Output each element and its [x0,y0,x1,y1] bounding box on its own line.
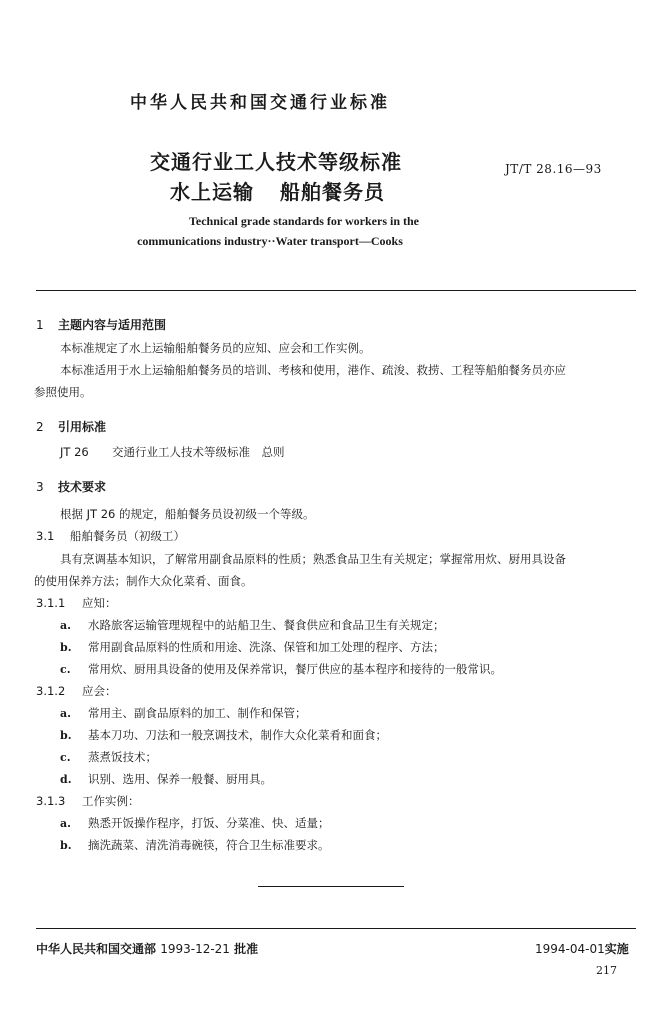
list-item [60,727,387,743]
subsection-3-1-3-number: 3.1.3 [36,794,66,808]
section-3-heading [36,478,106,495]
subsection-3-1-title: 船舶餐务员（初级工） [70,529,185,543]
list-item [60,705,307,721]
list-item-marker: a. [60,817,71,830]
section-1-paragraph-2b: 参照使用。 [34,385,92,399]
standard-subtitle [170,176,385,205]
standard-title: 交通行业工人技术等级标准 [150,150,402,174]
standard-number: JT/T 28.16—93 [505,162,602,176]
subsection-3-1-2-heading [36,683,117,699]
subsection-3-1-2-title: 应会： [82,684,117,698]
end-of-text-rule [258,886,404,887]
section-2-number: 2 [36,420,44,434]
list-item-text: 识别、选用、保养一般餐、厨用具。 [88,772,272,786]
subtitle-part1: 水上运输 [170,180,254,204]
page-number: 217 [596,964,617,977]
reference-standard [60,444,285,460]
subsection-3-1-heading [36,528,185,544]
reference-text: 交通行业工人技术等级标准 总则 [112,445,285,459]
subsection-3-1-paragraph-1: 具有烹调基本知识，了解常用副食品原料的性质；熟悉食品卫生有关规定；掌握常用炊、厨用具设备 [60,552,566,566]
approval-info [36,940,258,957]
english-title-line1: Technical grade standards for workers in the [188,214,419,228]
section-3-number: 3 [36,480,44,494]
top-divider [36,290,636,291]
list-item [60,771,272,787]
list-item [60,837,330,853]
implementation-label: 实施 [604,942,629,956]
list-item-text: 水路旅客运输管理规程中的站船卫生、餐食供应和食品卫生有关规定； [88,618,445,632]
list-item [60,815,330,831]
approval-date: 1993-12-21 [160,942,230,956]
list-item-marker: b. [60,839,72,852]
approval-organization: 中华人民共和国交通部 [36,942,157,956]
list-item [60,661,502,677]
footer-divider [36,928,636,929]
section-1-paragraph-1: 本标准规定了水上运输船舶餐务员的应知、应会和工作实例。 [60,341,371,355]
list-item-marker: a. [60,619,71,632]
subsection-3-1-3-title: 工作实例： [82,794,140,808]
section-2-title: 引用标准 [58,420,107,434]
list-item-text: 蒸煮饭技术； [88,750,157,764]
list-item-text: 常用炊、厨用具设备的使用及保养常识，餐厅供应的基本程序和接待的一般常识。 [88,662,502,676]
implementation-info [535,940,629,957]
reference-code: JT 26 [60,445,89,459]
list-item-text: 常用主、副食品原料的加工、制作和保管； [88,706,307,720]
list-item-marker: b. [60,641,72,654]
list-item [60,617,445,633]
english-title-line2: communications industry··Water transport—Cooks [137,234,403,248]
list-item-marker: d. [60,773,72,786]
list-item-marker: a. [60,707,71,720]
section-1-title: 主题内容与适用范围 [58,318,167,332]
section-1-paragraph-2a: 本标准适用于水上运输船舶餐务员的培训、考核和使用，港作、疏浚、救捞、工程等船舶餐务员亦应 [60,363,566,377]
list-item-text: 熟悉开饭操作程序，打饭、分菜准、快、适量； [88,816,330,830]
subsection-3-1-1-heading [36,595,117,611]
subsection-3-1-paragraph-2: 的使用保养方法；制作大众化菜肴、面食。 [34,574,253,588]
section-3-title: 技术要求 [58,480,107,494]
subtitle-part2: 船舶餐务员 [280,180,385,204]
approval-label: 批准 [234,942,259,956]
subsection-3-1-2-number: 3.1.2 [36,684,66,698]
subsection-3-1-number: 3.1 [36,529,55,543]
subsection-3-1-1-title: 应知： [82,596,117,610]
section-1-heading [36,316,166,333]
list-item-text: 常用副食品原料的性质和用途、洗涤、保管和加工处理的程序、方法； [88,640,445,654]
list-item-text: 基本刀功、刀法和一般烹调技术，制作大众化菜肴和面食； [88,728,387,742]
section-1-number: 1 [36,318,44,332]
list-item-marker: b. [60,729,72,742]
issuing-organization: 中华人民共和国交通行业标准 [130,93,390,113]
list-item [60,639,445,655]
implementation-date: 1994-04-01 [535,942,605,956]
list-item-text: 摘洗蔬菜、清洗消毒碗筷，符合卫生标准要求。 [88,838,330,852]
list-item-marker: c. [60,751,71,764]
subsection-3-1-3-heading [36,793,140,809]
subsection-3-1-1-number: 3.1.1 [36,596,66,610]
section-3-intro: 根据 JT 26 的规定，船舶餐务员设初级一个等级。 [60,507,315,521]
section-2-heading [36,418,106,435]
list-item [60,749,157,765]
list-item-marker: c. [60,663,71,676]
